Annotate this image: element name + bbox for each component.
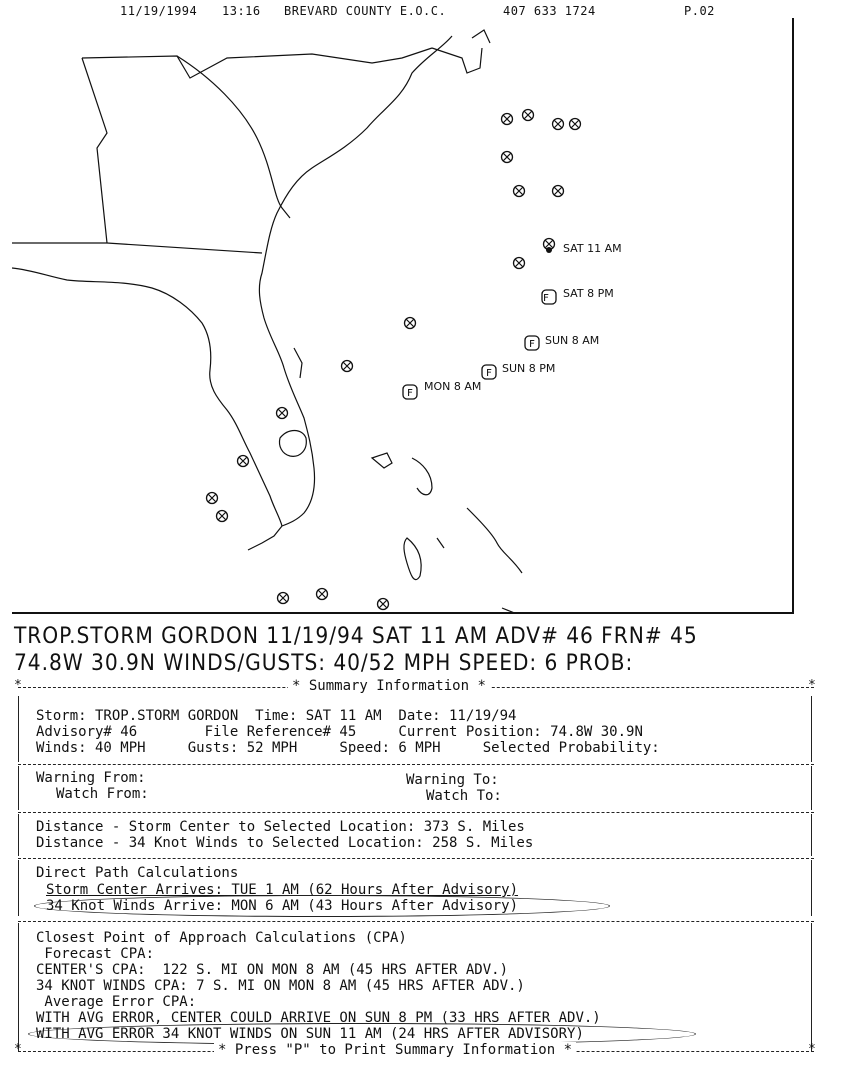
print-summary-hint: Press "P" to Print Summary Information [234,1042,556,1058]
track-markers [207,110,581,610]
right-border [811,766,812,810]
info-row: Advisory# 46 File Reference# 45 Current Position: 74.8W 30.9N [36,724,643,740]
cpa-row: CENTER'S CPA: 122 S. MI ON MON 8 AM (45 HRS AFTER ADV.) [36,962,509,978]
storm-track-map [12,18,794,614]
corner-star: * [14,1042,22,1057]
handdrawn-oval [34,895,610,917]
fax-sender: BREVARD COUNTY E.O.C. [284,4,447,18]
svg-text:F: F [486,368,492,379]
info-row: Winds: 40 MPH Gusts: 52 MPH Speed: 6 MPH Selected Probability: [36,740,660,756]
fax-date: 11/19/1994 [120,4,198,18]
direct-path-title: Direct Path Calculations [36,865,239,881]
map-canvas [12,18,792,612]
divider [18,858,814,859]
left-border [18,814,19,856]
storm-banner-line2: 74.8W 30.9N WINDS/GUSTS: 40/52 MPH SPEED: 6 PROB: [14,651,634,676]
fax-time: 13:16 [222,4,261,18]
center-arrives: Storm Center Arrives: TUE 1 AM (62 Hours After Advisory) [46,882,519,898]
right-border [811,923,812,1051]
corner-star: * [808,1042,816,1057]
winds-arrive: 34 Knot Winds Arrive: MON 6 AM (43 Hours After Advisory) [46,898,519,914]
summary-heading: Summary Information [308,678,470,694]
cpa-row: WITH AVG ERROR 34 KNOT WINDS ON SUN 11 AM (24 HRS AFTER ADVISORY) [36,1026,584,1042]
left-border [18,696,19,762]
info-row: Storm: TROP.STORM GORDON Time: SAT 11 AM Date: 11/19/94 [36,708,517,724]
distance-winds: Distance - 34 Knot Winds to Selected Location: 258 S. Miles [36,835,534,851]
divider [18,812,814,813]
left-border [18,860,19,916]
forecast-markers [403,247,556,399]
fax-phone: 407 633 1724 [503,4,596,18]
summary-panel [14,678,816,1070]
forecast-label-mon-8am: MON 8 AM [424,380,482,393]
storm-banner-line1: TROP.STORM GORDON 11/19/94 SAT 11 AM ADV# 46 FRN# 45 [14,624,698,649]
right-border [811,696,812,762]
summary-heading-wrap: * Summary Information * [288,678,490,694]
corner-star: * [14,678,22,693]
corner-star: * [808,678,816,693]
warning-to: Warning To: [406,772,499,788]
left-border [18,923,19,1051]
footer-wrap: * Press "P" to Print Summary Information * [214,1042,576,1058]
forecast-label-sat-8pm: SAT 8 PM [563,287,614,300]
right-border [811,860,812,916]
distance-center: Distance - Storm Center to Selected Location: 373 S. Miles [36,819,525,835]
left-border [18,766,19,810]
divider [18,921,814,922]
warning-from: Warning From: [36,770,146,786]
coastline [12,30,522,612]
watch-from: Watch From: [56,786,149,802]
forecast-label-sun-8am: SUN 8 AM [545,334,600,347]
svg-text:F: F [543,293,549,304]
cpa-row: Forecast CPA: [36,946,155,962]
watch-to: Watch To: [426,788,502,804]
cpa-row: 34 KNOT WINDS CPA: 7 S. MI ON MON 8 AM (45 HRS AFTER ADV.) [36,978,525,994]
svg-text:F: F [529,339,535,350]
cpa-title: Closest Point of Approach Calculations (CPA) [36,930,407,946]
forecast-label-sat-11am: SAT 11 AM [563,242,622,255]
divider [18,764,814,765]
svg-text:F: F [407,388,413,399]
cpa-row: Average Error CPA: [36,994,197,1010]
cpa-row: WITH AVG ERROR, CENTER COULD ARRIVE ON SUN 8 PM (33 HRS AFTER ADV.) [36,1010,601,1026]
right-border [811,814,812,856]
forecast-label-sun-8pm: SUN 8 PM [502,362,556,375]
fax-page: P.02 [684,4,715,18]
